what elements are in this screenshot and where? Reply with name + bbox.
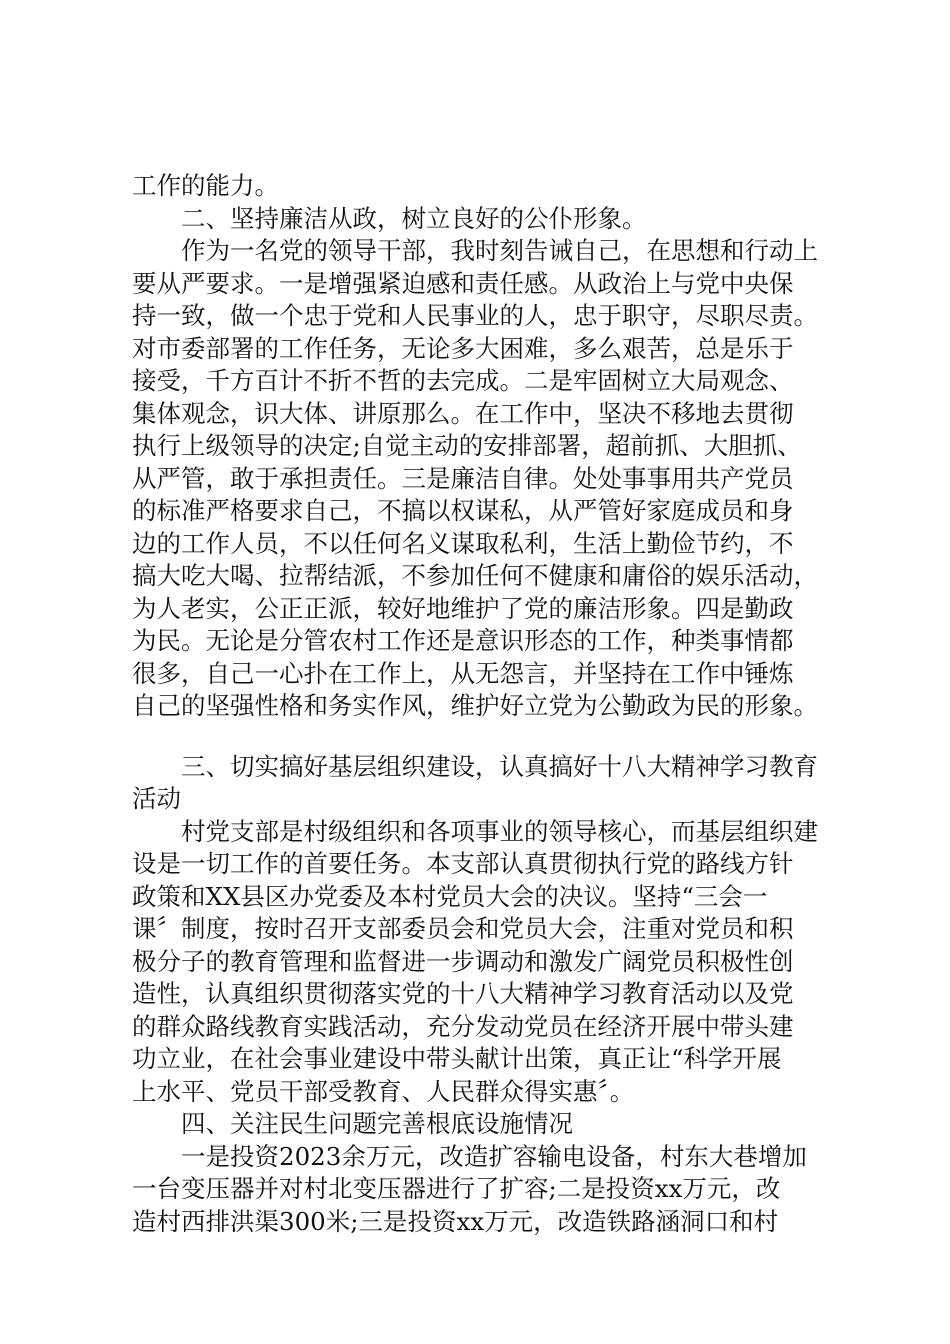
section-heading: 三、切实搞好基层组织建设，认真搞好十八大精神学习教育 [181,751,818,781]
text-line: 工作的能力。 [132,171,279,200]
text-line: 边的工作人员，不以任何名义谋取私利，生活上勤俭节约，不 [132,528,794,558]
text-line: 上水平、党员干部受教育、人民群众得实惠〞。 [132,1076,635,1106]
section-heading: 四、关注民生问题完善根底设施情况 [181,1109,573,1138]
text-line: 搞大吃大喝、拉帮结派，不参加任何不健康和庸俗的娱乐活动， [132,561,818,590]
text-line: 设是一切工作的首要任务。本支部认真贯彻执行党的路线方针 [132,849,794,878]
text-line: 对市委部署的工作任务，无论多大困难，多么艰苦，总是乐于 [132,333,794,363]
text-line: 集体观念，识大体、讲原那么。在工作中，坚决不移地去贯彻 [132,398,794,428]
text-line: 一台变压器并对村北变压器进行了扩容;二是投资xx万元，改 [132,1174,781,1203]
document-body [132,170,832,1238]
text-line: 接受，千方百计不折不哲的去完成。二是牢固树立大局观念、 [132,366,794,395]
text-line: 造村西排洪渠300米;三是投资xx万元，改造铁路涵洞口和村 [132,1206,779,1236]
text-line: 为民。无论是分管农村工作还是意识形态的工作，种类事情都 [132,626,794,655]
text-line: 功立业，在社会事业建设中带头献计出策，真正让“科学开展 [132,1044,782,1073]
text-line: 课〞制度，按时召开支部委员会和党员大会，注重对党员和积 [132,914,794,943]
text-line: 的群众路线教育实践活动，充分发动党员在经济开展中带头建 [132,1011,794,1041]
section-heading: 二、坚持廉洁从政，树立良好的公仆形象。 [181,203,647,233]
text-line: 为人老实，公正正派，较好地维护了党的廉洁形象。四是勤政 [132,593,794,623]
paragraph-gap [132,723,832,751]
text-line: 一是投资2023余万元，改造扩容输电设备，村东大巷增加 [181,1141,807,1171]
text-line: 造性，认真组织贯彻落实党的十八大精神学习教育活动以及党 [132,979,794,1008]
text-line: 作为一名党的领导干部，我时刻告诫自己，在思想和行动上 [181,236,818,265]
text-line: 很多，自己一心扑在工作上，从无怨言，并坚持在工作中锤炼 [132,658,794,688]
text-line: 执行上级领导的决定;自觉主动的安排部署，超前抓、大胆抓、 [132,431,802,460]
text-line: 持一致，做一个忠于党和人民事业的人，忠于职守，尽职尽责。 [132,301,818,330]
text-line: 从严管，敢于承担责任。三是廉洁自律。处处事事用共产党员 [132,463,794,493]
text-line: 村党支部是村级组织和各项事业的领导核心，而基层组织建 [181,816,818,846]
section-heading-continued: 活动 [132,784,181,813]
text-line: 自己的坚强性格和务实作风，维护好立党为公勤政为民的形象。 [132,691,818,720]
text-line: 政策和XX县区办党委及本村党员大会的决议。坚持“三会一 [132,881,768,911]
text-line: 要从严要求。一是增强紧迫感和责任感。从政治上与党中央保 [132,268,794,298]
text-line: 的标准严格要求自己，不搞以权谋私，从严管好家庭成员和身 [132,496,794,525]
text-line: 极分子的教育管理和监督进一步调动和激发广阔党员积极性创 [132,946,794,976]
